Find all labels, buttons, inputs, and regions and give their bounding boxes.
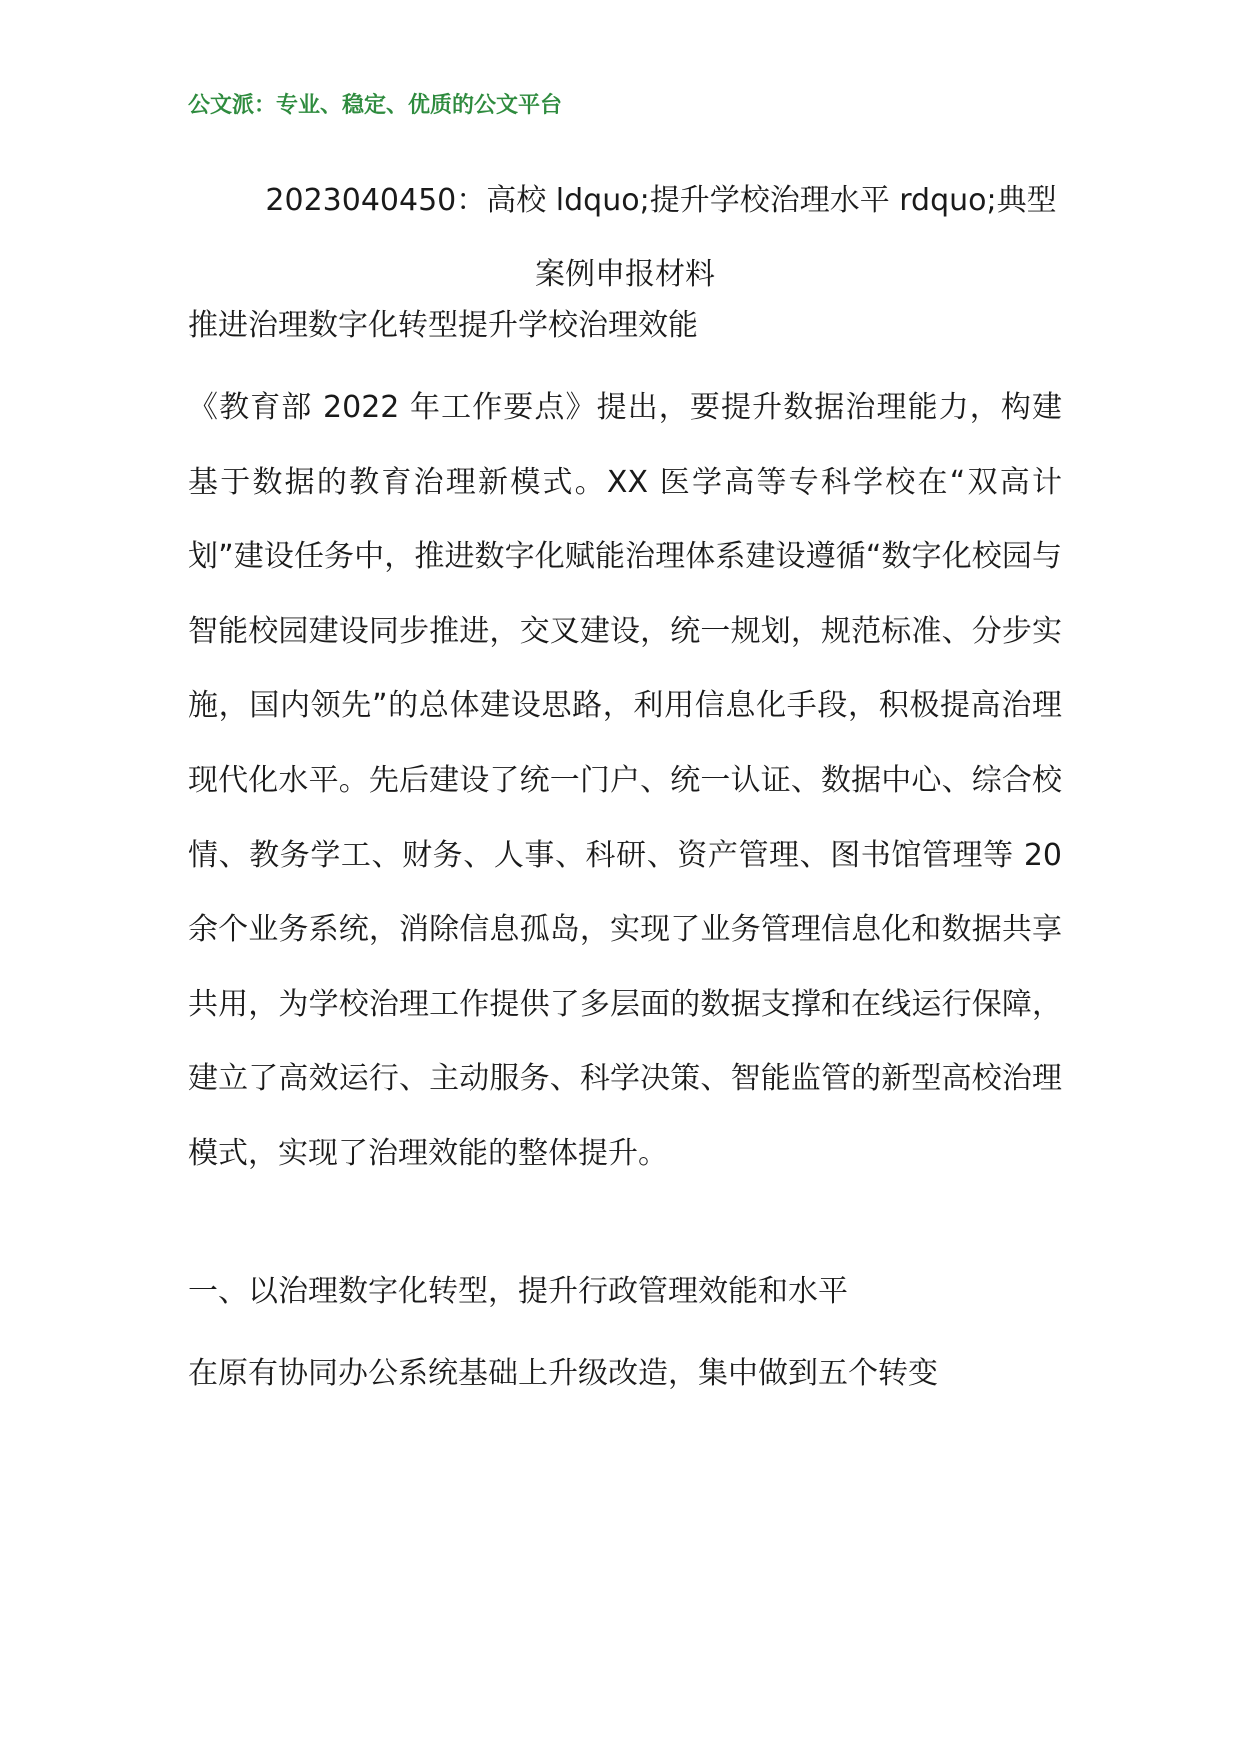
header-brand-text: 公文派：专业、稳定、优质的公文平台 xyxy=(188,93,563,118)
document-subtitle: 推进治理数字化转型提升学校治理效能 xyxy=(188,308,698,343)
section-1-paragraph: 在原有协同办公系统基础上升级改造，集中做到五个转变 xyxy=(188,1356,938,1391)
document-title: 2023040450：高校 ldquo;提升学校治理水平 rdquo;典型案例申报材料 xyxy=(265,183,1057,292)
intro-paragraph: 《教育部 2022 年工作要点》提出，要提升数据治理能力，构建基于数据的教育治理新模式。XX 医学高等专科学校在“双高计划”建设任务中，推进数字化赋能治理体系建设遵循“数字化校园与智能校园建设同步推进，交叉建设，统一规划，规范标准、分步实施，国内领先”的总体建设思路，利用信息化手段，积极提高治理现代化水平。先后建设了统一门户、统一认证、数据中心、综合校情、教务学工、财务、人事、科研、资产管理、图书馆管理等 20 余个业务系统，消除信息孤岛，实现了业务管理信息化和数据共享共用，为学校治理工作提供了多层面的数据支撑和在线运行保障，建立了高效运行、主动服务、科学决策、智能监管的新型高校治理模式，实现了治理效能的整体提升。 xyxy=(188,390,1062,1171)
section-heading-1: 一、以治理数字化转型，提升行政管理效能和水平 xyxy=(188,1274,848,1309)
